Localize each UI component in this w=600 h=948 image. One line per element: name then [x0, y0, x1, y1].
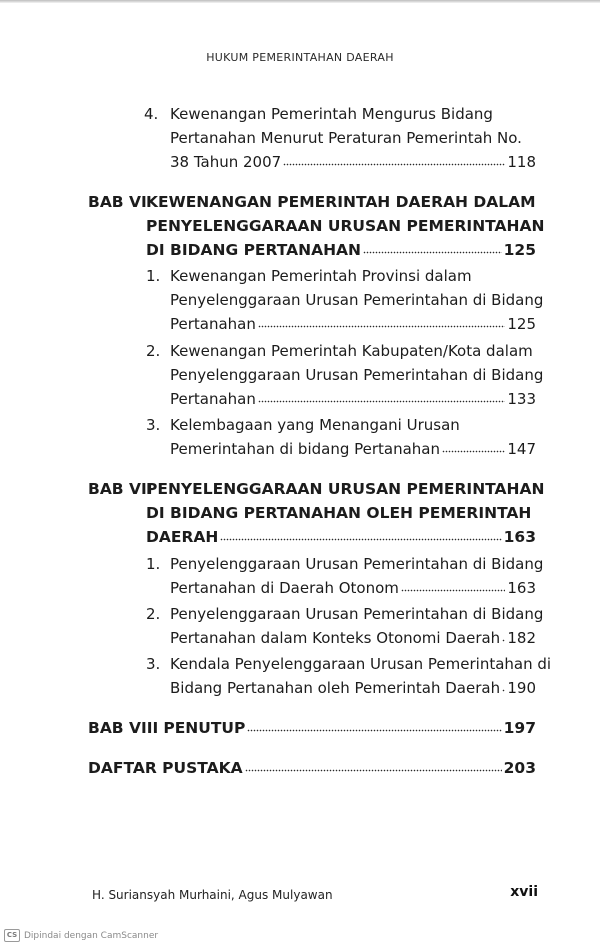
chapter-title-line [88, 756, 536, 780]
chapter-title-line-last: DI BIDANG PERTANAHAN 125 [146, 238, 536, 262]
entry-line-last: Pemerintahan di bidang Pertanahan 147 [170, 437, 536, 461]
entry-number: 2. [146, 605, 161, 623]
chapter-title-line-2: PENYELENGGARAAN URUSAN PEMERINTAHAN [146, 217, 545, 235]
entry-number: 1. [146, 267, 161, 285]
entry-number: 4. [144, 105, 159, 123]
chapter-title-line-last: DAERAH 163 [146, 525, 536, 549]
toc-chapter-bab-vii[interactable] [88, 477, 545, 549]
chapter-title: PENUTUP [163, 719, 246, 737]
dot-leader [220, 537, 501, 542]
page-number: 125 [507, 315, 536, 333]
dot-leader [442, 449, 505, 454]
running-header: HUKUM PEMERINTAHAN DAERAH [206, 51, 394, 64]
entry-number: 2. [146, 342, 161, 360]
page-number: 203 [503, 759, 536, 777]
entry-number: 1. [146, 555, 161, 573]
toc-entry-6-2[interactable] [146, 339, 544, 411]
dot-leader [363, 250, 502, 255]
entry-line-1: Kelembagaan yang Menangani Urusan [170, 416, 460, 434]
dot-leader [283, 162, 505, 167]
chapter-title-line-1: KEWENANGAN PEMERINTAH DAERAH DALAM [146, 193, 536, 211]
toc-entry-7-1[interactable] [146, 552, 544, 600]
toc-entry-4-continued[interactable] [144, 102, 536, 174]
entry-line-1: Kendala Penyelenggaraan Urusan Pemerintahan di [170, 655, 552, 673]
page-number: 163 [503, 528, 536, 546]
entry-line-2: Penyelenggaraan Urusan Pemerintahan di Bidang [170, 366, 544, 384]
toc-chapter-bab-vi[interactable] [88, 190, 545, 262]
entry-line-1: Penyelenggaraan Urusan Pemerintahan di Bidang [170, 555, 544, 573]
footer-page-number: xvii [510, 884, 538, 900]
chapter-title-line-1: PENYELENGGARAAN URUSAN PEMERINTAHAN [146, 480, 545, 498]
dot-leader [258, 324, 505, 329]
dot-leader [245, 768, 502, 773]
page-number: 147 [507, 440, 536, 458]
page-number: 190 [507, 679, 536, 697]
entry-line-2: Pertanahan Menurut Peraturan Pemerintah No. [170, 129, 522, 147]
toc-chapter-bab-viii[interactable] [88, 716, 536, 740]
dot-leader [258, 399, 505, 404]
entry-line-2: Penyelenggaraan Urusan Pemerintahan di Bidang [170, 291, 544, 309]
entry-line-1: Penyelenggaraan Urusan Pemerintahan di Bidang [170, 605, 544, 623]
entry-line-last: Pertanahan 125 [170, 312, 536, 336]
entry-number: 3. [146, 655, 161, 673]
chapter-title-line-2: DI BIDANG PERTANAHAN OLEH PEMERINTAH [146, 504, 532, 522]
footer-authors: H. Suriansyah Murhaini, Agus Mulyawan [92, 888, 333, 902]
chapter-label: BAB VI [88, 193, 147, 211]
watermark-text: Dipindai dengan CamScanner [24, 930, 159, 941]
dot-leader [502, 688, 505, 693]
top-edge-rule [0, 0, 600, 3]
page-number: 182 [507, 629, 536, 647]
entry-line-last: Pertanahan di Daerah Otonom 163 [170, 576, 536, 600]
page-number: 133 [507, 390, 536, 408]
toc-chapter-daftar-pustaka[interactable] [88, 756, 536, 780]
chapter-title-line [88, 716, 536, 740]
toc-entry-6-1[interactable] [146, 264, 544, 336]
page-number: 118 [507, 153, 536, 171]
entry-line-last: Pertanahan dalam Konteks Otonomi Daerah 182 [170, 626, 536, 650]
entry-line-last: 38 Tahun 2007 118 [170, 150, 536, 174]
entry-line-1: Kewenangan Pemerintah Kabupaten/Kota dalam [170, 342, 533, 360]
dot-leader [502, 638, 505, 643]
page-number: 197 [503, 719, 536, 737]
toc-entry-6-3[interactable] [146, 413, 536, 461]
toc-entry-7-3[interactable] [146, 652, 552, 700]
chapter-label: BAB VIII [88, 719, 159, 737]
entry-line-last: Bidang Pertanahan oleh Pemerintah Daerah 190 [170, 676, 536, 700]
page-number: 163 [507, 579, 536, 597]
scanner-watermark [4, 929, 158, 942]
chapter-label: BAB VII [88, 480, 153, 498]
camscanner-logo-icon: CS [4, 929, 20, 942]
entry-number: 3. [146, 416, 161, 434]
chapter-title: DAFTAR PUSTAKA [88, 759, 243, 777]
dot-leader [401, 588, 505, 593]
page-number: 125 [503, 241, 536, 259]
toc-entry-7-2[interactable] [146, 602, 544, 650]
entry-line-last: Pertanahan 133 [170, 387, 536, 411]
entry-line-1: Kewenangan Pemerintah Mengurus Bidang [170, 105, 493, 123]
entry-line-1: Kewenangan Pemerintah Provinsi dalam [170, 267, 472, 285]
dot-leader [247, 728, 501, 733]
